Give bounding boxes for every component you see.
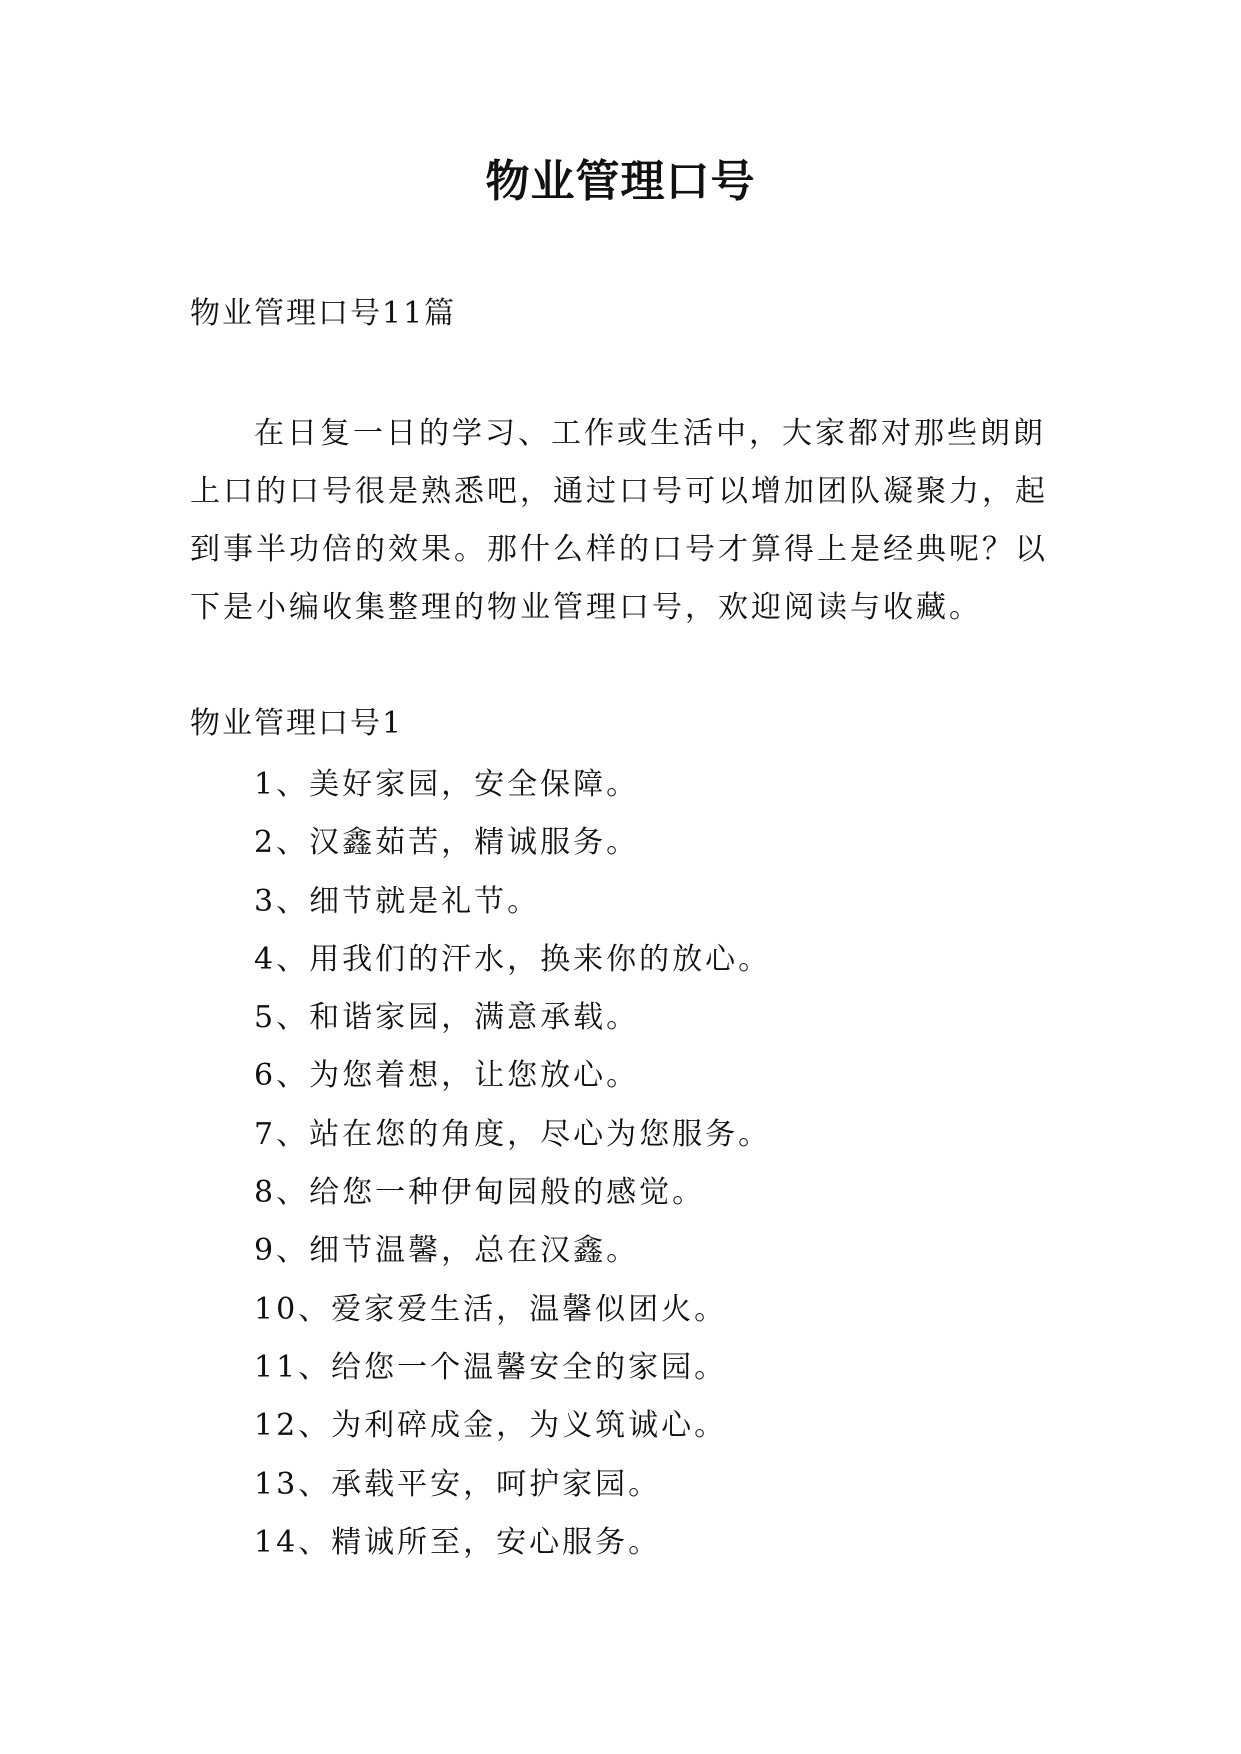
slogan-item: 4、用我们的汗水，换来你的放心。 (254, 941, 772, 977)
section-heading: 物业管理口号1 (190, 706, 404, 741)
slogan-list (254, 756, 771, 1572)
slogan-item: 8、给您一种伊甸园般的感觉。 (254, 1175, 706, 1211)
document-title: 物业管理口号 (485, 156, 756, 207)
slogan-item: 13、承载平安，呵护家园。 (254, 1466, 662, 1502)
intro-paragraph: 在日复一日的学习、工作或生活中，大家都对那些朗朗上口的口号很是熟悉吧，通过口号可以增加团队凝聚力，起到事半功倍的效果。那什么样的口号才算得上是经典呢？以下是小编收集整理的物业管理口号，欢迎阅读与收藏。 (190, 416, 1048, 625)
slogan-item: 5、和谐家园，满意承载。 (254, 1000, 640, 1036)
slogan-item: 3、细节就是礼节。 (254, 883, 541, 919)
document-subtitle: 物业管理口号11篇 (190, 296, 457, 331)
slogan-item: 14、精诚所至，安心服务。 (254, 1524, 662, 1560)
slogan-item: 10、爱家爱生活，温馨似团火。 (254, 1291, 728, 1327)
slogan-item: 1、美好家园，安全保障。 (254, 767, 640, 802)
slogan-item: 9、细节温馨，总在汉鑫。 (254, 1233, 640, 1269)
slogan-item: 12、为利碎成金，为义筑诚心。 (254, 1408, 728, 1444)
slogan-item: 6、为您着想，让您放心。 (254, 1058, 640, 1094)
slogan-item: 7、站在您的角度，尽心为您服务。 (254, 1116, 772, 1152)
slogan-item: 11、给您一个温馨安全的家园。 (254, 1349, 728, 1385)
slogan-item: 2、汉鑫茹苦，精诚服务。 (254, 825, 640, 861)
